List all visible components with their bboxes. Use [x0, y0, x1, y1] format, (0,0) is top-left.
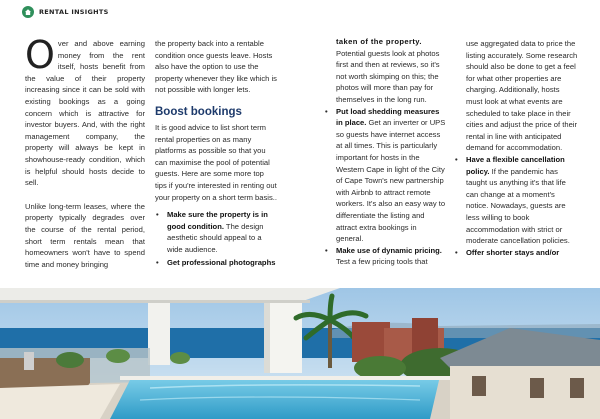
list-item: • Get professional photographs — [155, 257, 277, 269]
tips-list-final — [454, 154, 578, 258]
column-2 — [155, 38, 277, 268]
paragraph-photographs: taken of the property. Potential guests look at photos first and then at reviews, so it's not worth skimping on this; the photos will more than pay for themselves in the long run. — [336, 37, 440, 104]
intro-paragraph — [25, 33, 145, 189]
paragraph-pricing-research: use aggregated data to price the listing accurately. Some research should also be done to get a feel for what other properties are charging. Additionally, hosts must look at what events are scheduled to take place in their cities and adjust the price of their rental in line with anticipated demand for accommodation. — [466, 39, 578, 153]
section-header — [22, 5, 109, 19]
paragraph-list-platforms: It is good advice to list short term rental properties on as many platforms as possible so that you can maximise the pool of potential guests. Here are some more top tips if you're interested in renting out your property on a short term basis.. — [155, 122, 277, 202]
house-icon — [22, 6, 34, 18]
list-item: • Make sure the property is in good condition. The design aesthetic should appeal to a wide audience. — [155, 209, 277, 255]
list-item: • Put load shedding measures in place. Get an inverter or UPS so guests have internet access at all times. This is particularly important for hosts in the Western Cape in light of the City of Cape Town's new partnership with Airbnb to attract remote workers. It's also an easy way to differentiate the listing and attract extra bookings in general. — [324, 106, 446, 245]
column-3 — [336, 36, 446, 268]
tips-list — [155, 209, 277, 268]
intro-text: ver and above earning money from the rent itself, hosts benefit from the value of their property increasing since it can be sold with existing bookings as a going concern which is attractive for investor buyers. And, with the right management company, the property will always be kept in showhouse-ready condition, which is helpful should hosts decide to sell. — [25, 39, 145, 188]
boost-bookings-heading: Boost bookings — [155, 105, 242, 118]
paragraph-long-term-leases: Unlike long-term leases, where the property typically degrades over the course of the rental period, short term rentals mean that homeowners won't have to spend time and money bringing — [25, 201, 145, 269]
list-item: • Have a flexible cancellation policy. If the pandemic has taught us anything it's that life can change at a moment's notice. Nowadays, guests are less willing to book accommodation with strict or moderate cancellation policies. — [454, 154, 578, 247]
list-item: • Offer shorter stays and/or — [454, 247, 578, 259]
list-item: • Make use of dynamic pricing. Test a few pricing tools that — [324, 245, 446, 268]
rooftop-pool-photo — [0, 288, 600, 419]
column-4 — [466, 38, 578, 258]
tips-list-continued — [324, 106, 446, 268]
section-title: RENTAL INSIGHTS — [39, 8, 109, 16]
paragraph-rentable-condition: the property back into a rentable condition once guests leave. Hosts also have the option to use the property whenever they like which is not possible with longer lets. — [155, 39, 277, 95]
drop-cap: O — [25, 33, 55, 77]
column-1 — [25, 33, 145, 270]
